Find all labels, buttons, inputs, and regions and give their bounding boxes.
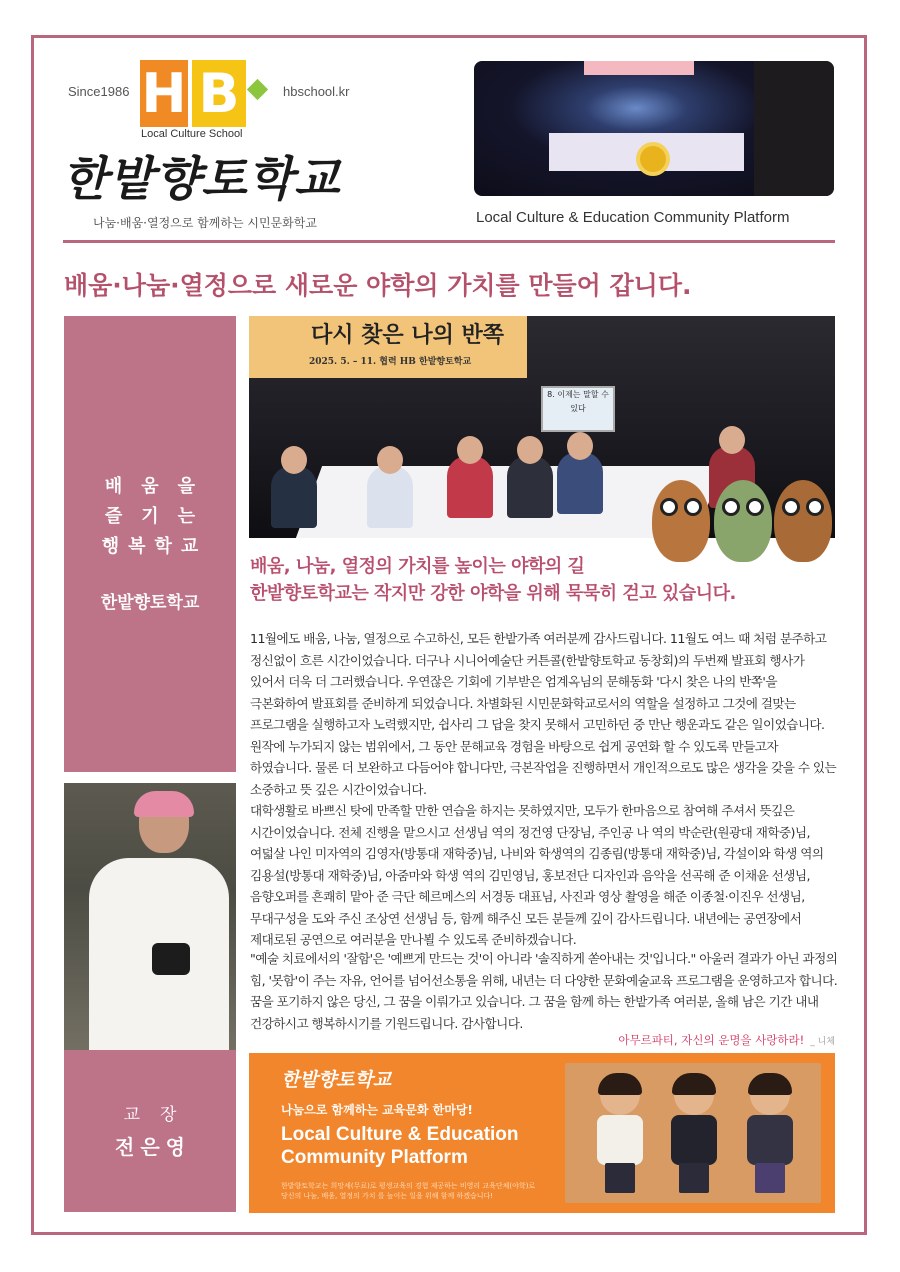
website-label: hbschool.kr [283, 84, 350, 99]
owl-eye [660, 498, 678, 516]
school-name-calligraphy: 한밭향토학교 [62, 152, 341, 207]
page-headline: 배움·나눔·열정으로 새로운 야학의 가치를 만들어 갑니다. [64, 271, 692, 300]
performer-head [719, 426, 745, 454]
stage-curtain [754, 61, 834, 196]
performance-banner-sub: 2025. 5. – 11. 협력 HB 한밭향토학교 [309, 357, 472, 367]
subheadline-line-1: 배움, 나눔, 열정의 가치를 높이는 야학의 길 [250, 556, 585, 577]
banner-title-line-2: Community Platform [281, 1147, 468, 1168]
doll-hair [672, 1073, 716, 1095]
platform-title: Local Culture & Education Community Platform [476, 209, 790, 226]
bottom-banner [249, 1053, 835, 1213]
performer-head [281, 446, 307, 474]
performance-banner-title: 다시 찾은 나의 반쪽 [311, 322, 504, 348]
banner-title-line-1: Local Culture & Education [281, 1124, 519, 1145]
doll-body [597, 1115, 643, 1165]
owl-eye [684, 498, 702, 516]
article-paragraph-1: 11월에도 배움, 나눔, 열정으로 수고하신, 모든 한밭가족 여러분께 감사드립니다. 11월도 여느 때 처럼 분주하고 정신없이 흐른 시간이었습니다. 더구나 시니어예술단 커튼콜(한밭향토학교 동창회)의 두번째 발표회 행사가 있어서 더욱 더 그러했습니다. 우연잖은 기회에 기부받은 엄계옥님의 문해동화 '다시 찾은 나의 반쪽'을 극본화하여 발표회를 준비하게 되었습니다. 차별화된 시민문화학교로서의 역할을 설정하고 그것에 걸맞는 프로그램을 실행하고자 노력했지만, 쉽사리 그 답을 찾지 못해서 고민하던 중 만난 행운과도 같은 일이었습니다. 원작에 누가되지 않는 범위에서, 그 동안 문해교육 경험을 바탕으로 쉽게 공연화 할 수 있도록 만들고자 하였습니다. 물론 더 보완하고 다듬어야 합니다만, 극본작업을 진행하면서 개인적으로도 많은 생각을 갖을 수 있는 소중하고 뜻 깊은 시간이었습니다. [250, 631, 837, 797]
banner-logo: 한밭향토학교 [281, 1069, 392, 1091]
performer-head [517, 436, 543, 464]
performer-head [567, 432, 593, 460]
signoff-quote: 아무르파티, 자신의 운명을 사랑하라! [618, 1033, 805, 1047]
banner-title [281, 1123, 519, 1169]
doll-figure [665, 1075, 723, 1193]
performer-figure [367, 466, 413, 528]
article-paragraph-2: 대학생활로 바쁘신 탓에 만족할 만한 연습을 하지는 못하였지만, 모두가 한마음으로 참여해 주셔서 뜻깊은 시간이었습니다. 전체 진행을 맡으시고 선생님 역의 정건영 단장님, 주인공 나 역의 박순란(원광대 재학중)님, 여덟살 나인 미자역의 김영자(방통대 재학중)님, 나비와 학생역의 김종림(방통대 재학중)님, 각설이와 학생 역의 김용설(방통대 재학중)님, 아줌마와 학생 역의 김민영님, 홍보전단 디자인과 음악을 선곡해 준 이채윤 선생님, 음향오퍼를 흔쾌히 맡아 준 극단 헤르메스의 서경동 대표님, 사진과 영상 촬영을 해준 이종철·이진우 선생님, 무대구성을 도와 주신 조상연 선생님 등, 함께 해주신 모든 분들께 깊이 감사드립니다. 내년에는 공연장에서 제대로된 공연으로 여러분을 만나뵐 수 있도록 준비하겠습니다. [250, 803, 824, 947]
hero-banner [584, 61, 694, 75]
article-subheadline [250, 553, 835, 607]
performer-figure [557, 452, 603, 514]
doll-figure [741, 1075, 799, 1193]
school-tagline: 나눔·배움·열정으로 함께하는 시민문화학교 [93, 216, 317, 230]
doll-hair [748, 1073, 792, 1095]
doll-legs [605, 1163, 635, 1193]
since-label: Since1986 [68, 84, 130, 99]
logo-letter-b: B [198, 62, 240, 125]
performer-head [377, 446, 403, 474]
banner-small-text: 한밭향토학교는 희망세(무료)로 평생교육의 경험 제공하는 비영리 교육단체(야학)로 당신의 나눔, 배움, 열정의 가치 를 높이는 일을 위해 함께 하겠습니다! [281, 1182, 536, 1200]
motto-line-1: 배움을 [104, 476, 215, 497]
owl-mascot [774, 480, 832, 562]
principal-panel [64, 1050, 236, 1212]
logo-b-block [192, 60, 246, 127]
signoff-attribution: _ 니체 [810, 1037, 835, 1047]
dolls-photo [565, 1063, 821, 1203]
banner-slogan: 나눔으로 함께하는 교육문화 한마당! [281, 1103, 473, 1117]
logo-letter-h: H [141, 62, 187, 125]
doll-hair [598, 1073, 642, 1095]
owl-eye [806, 498, 824, 516]
motto-line-3: 행복학교 [101, 536, 208, 557]
article-paragraph-3: "예술 치료에서의 '잘함'은 '예쁘게 만드는 것'이 아니라 '솔직하게 쏟아내는 것'입니다." 아울러 결과가 아닌 과정의 힘, '못함'이 주는 자유, 언어를 넘어선소통을 위해, 내년는 더 다양한 문화예술교육 프로그램을 운영하고자 합니다. 꿈을 포기하지 않은 당신, 그 꿈을 이뤄가고 있습니다. 그 꿈을 함께 하는 한밭가족 여러분, 올해 남은 기간 내내 건강하시고 행복하시기를 기원드립니다. 감사합니다. [250, 951, 838, 1031]
header-divider [63, 240, 835, 243]
owl-mascot [652, 480, 710, 562]
principal-photo [64, 783, 236, 1050]
doll-legs [679, 1163, 709, 1193]
performer-figure [271, 466, 317, 528]
owl-eye [746, 498, 764, 516]
performer-figure [507, 456, 553, 518]
local-culture-school-label: Local Culture School [141, 128, 243, 140]
performance-banner [249, 316, 527, 378]
presentation-screen [541, 386, 615, 432]
principal-title: 교장 [123, 1105, 197, 1125]
owl-mascot [714, 480, 772, 562]
performer-head [457, 436, 483, 464]
motto-line-2: 즐기는 [104, 506, 215, 527]
article-signoff [618, 1032, 835, 1048]
photo-bandana [134, 791, 194, 817]
subheadline-line-2: 한밭향토학교는 작지만 강한 야학을 위해 묵묵히 걷고 있습니다. [250, 583, 736, 604]
owl-eye [782, 498, 800, 516]
principal-name: 전은영 [115, 1135, 191, 1159]
doll-legs [755, 1163, 785, 1193]
sunflower-prop [640, 146, 666, 172]
motto-school-name: 한밭향토학교 [100, 593, 200, 613]
camera-icon [152, 943, 190, 975]
performer-figure [447, 456, 493, 518]
owl-eye [722, 498, 740, 516]
logo-h-block [140, 60, 188, 127]
motto-panel [64, 316, 236, 772]
doll-body [747, 1115, 793, 1165]
motto [64, 472, 236, 613]
hero-stage-photo [474, 61, 834, 196]
doll-figure [591, 1075, 649, 1193]
screen-text: 8. 이제는 말할 수 있다 [547, 390, 609, 413]
doll-body [671, 1115, 717, 1165]
